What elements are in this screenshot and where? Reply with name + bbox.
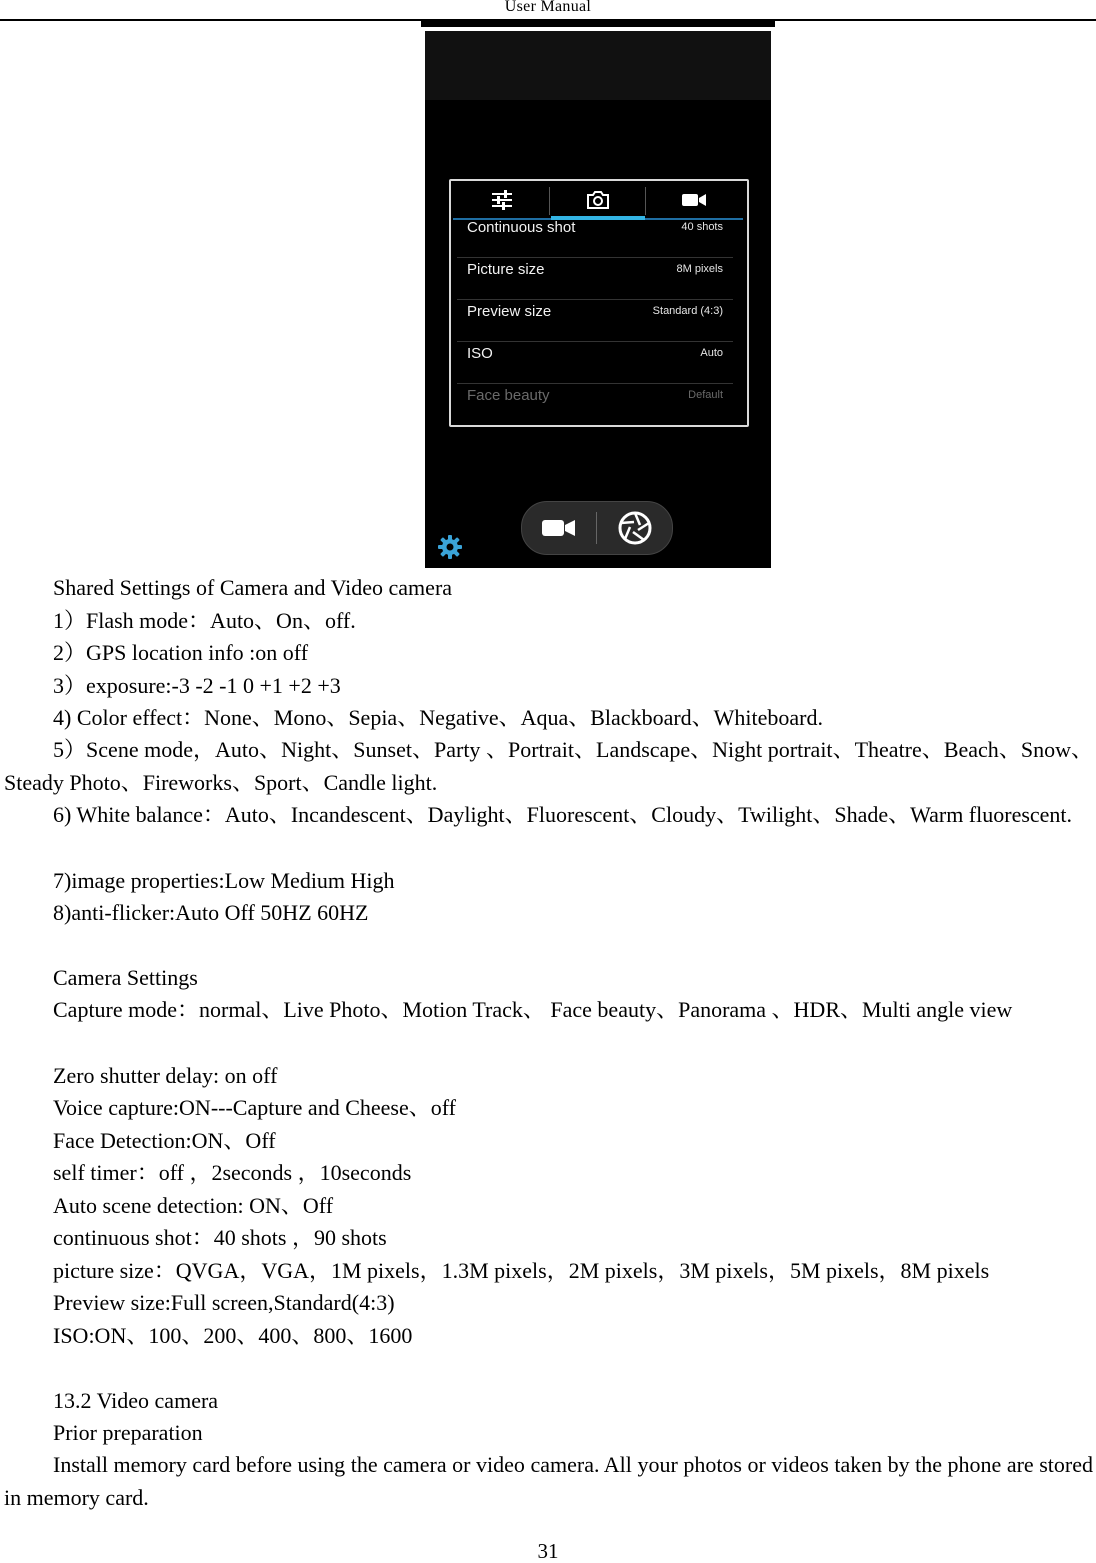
- switch-to-video-button[interactable]: [522, 502, 596, 554]
- camera-item: continuous shot：40 shots ，90 shots: [53, 1225, 387, 1250]
- setting-row-preview-size[interactable]: [457, 299, 733, 342]
- body-paragraph: Install memory card before using the camera or video camera. All your photos or videos taken by the phone are stored in memory card.: [4, 1452, 1093, 1510]
- tab-separator: [645, 187, 646, 215]
- setting-label: Continuous shot: [467, 219, 576, 236]
- setting-value: Default: [688, 389, 723, 401]
- section-heading-video: 13.2 Video camera: [53, 1388, 219, 1413]
- shared-item: 5）Scene mode，Auto、Night、Sunset、Party 、Portrait、Landscape、Night portrait、Theatre、Beach、Snow、Steady Photo、Fireworks、Sport、Candle light.: [4, 737, 1093, 795]
- camera-screenshot: [421, 20, 775, 568]
- setting-label: Preview size: [467, 303, 552, 320]
- setting-row-picture-size[interactable]: [457, 257, 733, 300]
- section-title-camera: Camera Settings: [53, 965, 198, 990]
- camera-item: Auto scene detection: ON、Off: [53, 1193, 334, 1218]
- page-header: [0, 0, 1096, 20]
- setting-row-iso[interactable]: [457, 341, 733, 384]
- shutter-button[interactable]: [598, 502, 672, 554]
- camera-item: self timer：off ，2seconds ，10seconds: [53, 1160, 412, 1185]
- setting-value: Standard (4:3): [652, 305, 723, 317]
- tab-separator: [549, 187, 550, 215]
- section-subheading: Prior preparation: [53, 1420, 203, 1445]
- tab-camera-settings[interactable]: [551, 181, 645, 218]
- setting-value: 8M pixels: [676, 263, 723, 275]
- shared-item: 1）Flash mode：Auto、On、off.: [53, 608, 356, 633]
- header-title: User Manual: [504, 0, 592, 15]
- gear-icon: [437, 534, 463, 560]
- shared-item: 2）GPS location info :on off: [53, 640, 309, 665]
- camera-item: Preview size:Full screen,Standard(4:3): [53, 1290, 395, 1315]
- settings-gear-button[interactable]: [437, 534, 463, 565]
- shared-item: 4) Color effect：None、Mono、Sepia、Negative、Aqua、Blackboard、Whiteboard.: [53, 705, 824, 730]
- shared-item: 6) White balance：Auto、Incandescent、Daylight、Fluorescent、Cloudy、Twilight、Shade、Warm fluorescent.: [53, 802, 1073, 827]
- video-camera-icon: [541, 518, 577, 538]
- settings-panel: [449, 179, 749, 427]
- shared-item: 8)anti-flicker:Auto Off 50HZ 60HZ: [53, 900, 369, 925]
- page-number: 31: [537, 1539, 559, 1563]
- camera-item: Voice capture:ON---Capture and Cheese、off: [53, 1095, 456, 1120]
- setting-label: Picture size: [467, 261, 545, 278]
- setting-label: Face beauty: [467, 387, 550, 404]
- shutter-icon: [618, 511, 652, 545]
- capture-controls: [521, 501, 673, 555]
- controls-separator: [596, 512, 597, 544]
- setting-label: ISO: [467, 345, 493, 362]
- status-bar: [425, 31, 771, 100]
- section-title-shared: Shared Settings of Camera and Video camera: [53, 575, 453, 600]
- camera-item: Capture mode：normal、Live Photo、Motion Track、 Face beauty、Panorama 、HDR、Multi angle view: [53, 997, 1013, 1022]
- tab-video-settings[interactable]: [647, 181, 741, 218]
- setting-row-continuous-shot[interactable]: [457, 215, 733, 258]
- sliders-icon: [491, 190, 513, 210]
- video-camera-icon: [681, 192, 707, 208]
- camera-item: picture size：QVGA，VGA，1M pixels，1.3M pixels，2M pixels，3M pixels，5M pixels，8M pixels: [53, 1258, 990, 1283]
- setting-value: Auto: [700, 347, 723, 359]
- camera-item: Zero shutter delay: on off: [53, 1063, 278, 1088]
- shared-item: 3）exposure:-3 -2 -1 0 +1 +2 +3: [53, 673, 341, 698]
- tab-general-settings[interactable]: [455, 181, 549, 218]
- setting-value: 40 shots: [681, 221, 723, 233]
- screenshot-top-bar: [421, 20, 775, 27]
- shared-item: 7)image properties:Low Medium High: [53, 868, 395, 893]
- camera-icon: [586, 191, 610, 209]
- phone-screen: [425, 31, 771, 568]
- camera-item: ISO:ON、100、200、400、800、1600: [53, 1323, 413, 1348]
- setting-row-face-beauty: [457, 383, 733, 425]
- camera-item: Face Detection:ON、Off: [53, 1128, 276, 1153]
